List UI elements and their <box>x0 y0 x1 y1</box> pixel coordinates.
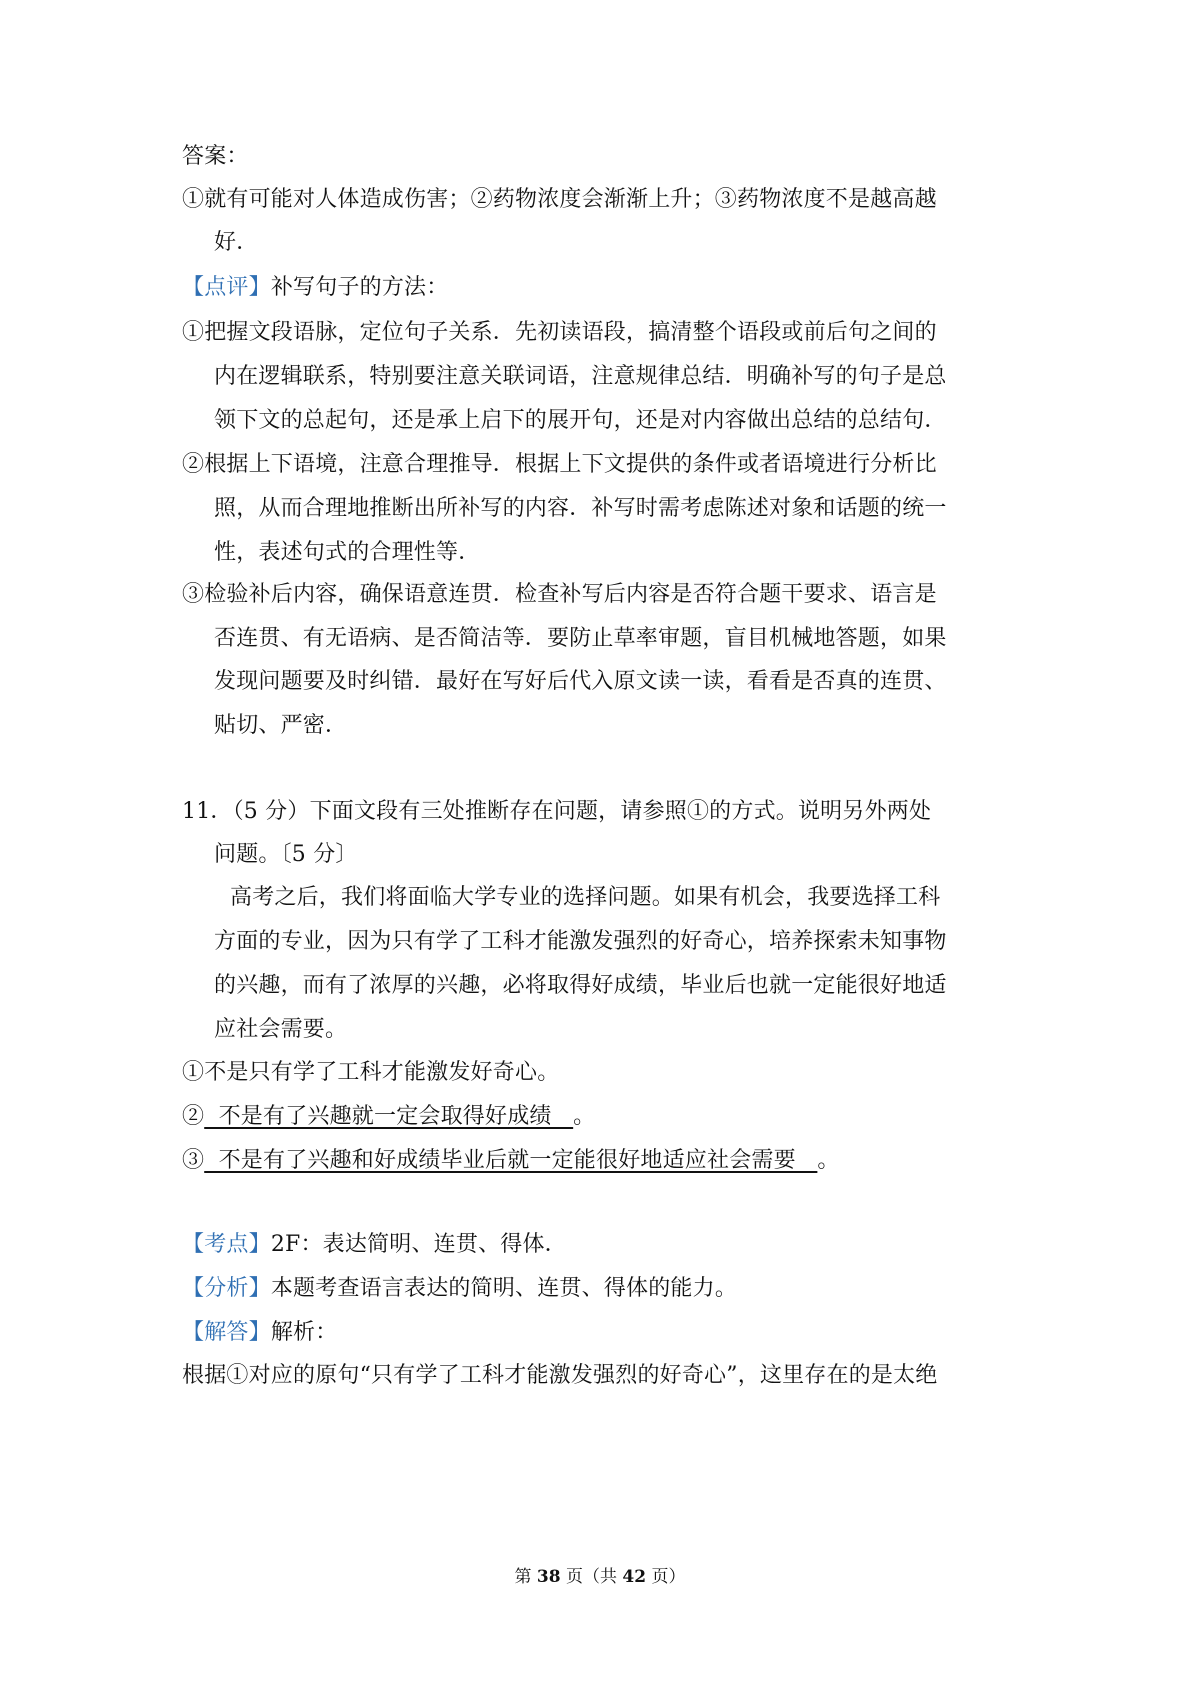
answer-heading: 答案： <box>182 144 249 169</box>
footer-middle: 页（共 <box>560 1567 623 1587</box>
item-2 <box>182 1102 595 1132</box>
item-number: ③ <box>182 1148 205 1173</box>
page-total: 42 <box>622 1567 647 1587</box>
passage-line: 的兴趣，而有了浓厚的兴趣，必将取得好成绩，毕业后也就一定能很好地适 <box>214 973 947 998</box>
jieda-line <box>182 1318 337 1348</box>
fenxi-tag: 【分析】 <box>182 1276 271 1301</box>
review-paragraph-line: 性，表述句式的合理性等． <box>214 540 481 565</box>
kaodian-line <box>182 1230 567 1260</box>
question-stem: 11．（5 分）下面文段有三处推断存在问题，请参照①的方式。说明另外两处 <box>182 799 932 824</box>
review-paragraph-line: 否连贯、有无语病、是否简洁等．要防止草率审题，盲目机械地答题，如果 <box>214 626 947 651</box>
item-end: 。 <box>573 1104 596 1129</box>
item-1: ①不是只有学了工科才能激发好奇心。 <box>182 1060 560 1085</box>
kaodian-tag: 【考点】 <box>182 1232 271 1257</box>
review-paragraph-line: 发现问题要及时纠错．最好在写好后代入原文读一读，看看是否真的连贯、 <box>214 669 947 694</box>
answer-blank: 不是有了兴趣和好成绩毕业后就一定能很好地适应社会需要 <box>204 1148 818 1173</box>
review-title-text: 补写句子的方法： <box>270 275 449 300</box>
review-title <box>182 273 448 303</box>
review-paragraph-line: 内在逻辑联系，特别要注意关联词语，注意规律总结．明确补写的句子是总 <box>214 364 947 389</box>
review-paragraph-line: 照，从而合理地推断出所补写的内容．补写时需考虑陈述对象和话题的统一 <box>214 496 947 521</box>
passage-line: 方面的专业，因为只有学了工科才能激发强烈的好奇心，培养探索未知事物 <box>214 929 947 954</box>
page-number: 38 <box>536 1567 561 1587</box>
review-paragraph-line: 贴切、严密． <box>214 713 348 738</box>
item-end: 。 <box>817 1148 840 1173</box>
page-footer <box>0 1565 1200 1589</box>
footer-suffix: 页） <box>646 1567 686 1587</box>
question-stem: 问题。〔5 分〕 <box>214 842 358 867</box>
jieda-text: 解析： <box>270 1320 338 1345</box>
review-paragraph-line: ②根据上下语境，注意合理推导．根据上下文提供的条件或者语境进行分析比 <box>182 452 937 477</box>
fenxi-line <box>182 1274 737 1304</box>
kaodian-text: 2F：表达简明、连贯、得体． <box>270 1232 567 1257</box>
analysis-line: 根据①对应的原句“只有学了工科才能激发强烈的好奇心”，这里存在的是太绝 <box>182 1363 938 1388</box>
fenxi-text: 本题考查语言表达的简明、连贯、得体的能力。 <box>270 1276 738 1301</box>
passage-line: 应社会需要。 <box>214 1017 348 1042</box>
answer-line: 好． <box>214 230 259 255</box>
answer-line: ①就有可能对人体造成伤害；②药物浓度会渐渐上升；③药物浓度不是越高越 <box>182 187 937 212</box>
answer-blank: 不是有了兴趣就一定会取得好成绩 <box>204 1104 574 1129</box>
jieda-tag: 【解答】 <box>182 1320 271 1345</box>
item-3 <box>182 1146 840 1176</box>
item-number: ② <box>182 1104 205 1129</box>
footer-prefix: 第 <box>514 1567 537 1587</box>
review-paragraph-line: ③检验补后内容，确保语意连贯．检查补写后内容是否符合题干要求、语言是 <box>182 582 937 607</box>
review-paragraph-line: ①把握文段语脉，定位句子关系．先初读语段，搞清整个语段或前后句之间的 <box>182 320 937 345</box>
review-paragraph-line: 领下文的总起句，还是承上启下的展开句，还是对内容做出总结的总结句． <box>214 408 947 433</box>
passage-line: 高考之后，我们将面临大学专业的选择问题。如果有机会，我要选择工科 <box>230 885 941 910</box>
review-tag: 【点评】 <box>182 275 271 300</box>
